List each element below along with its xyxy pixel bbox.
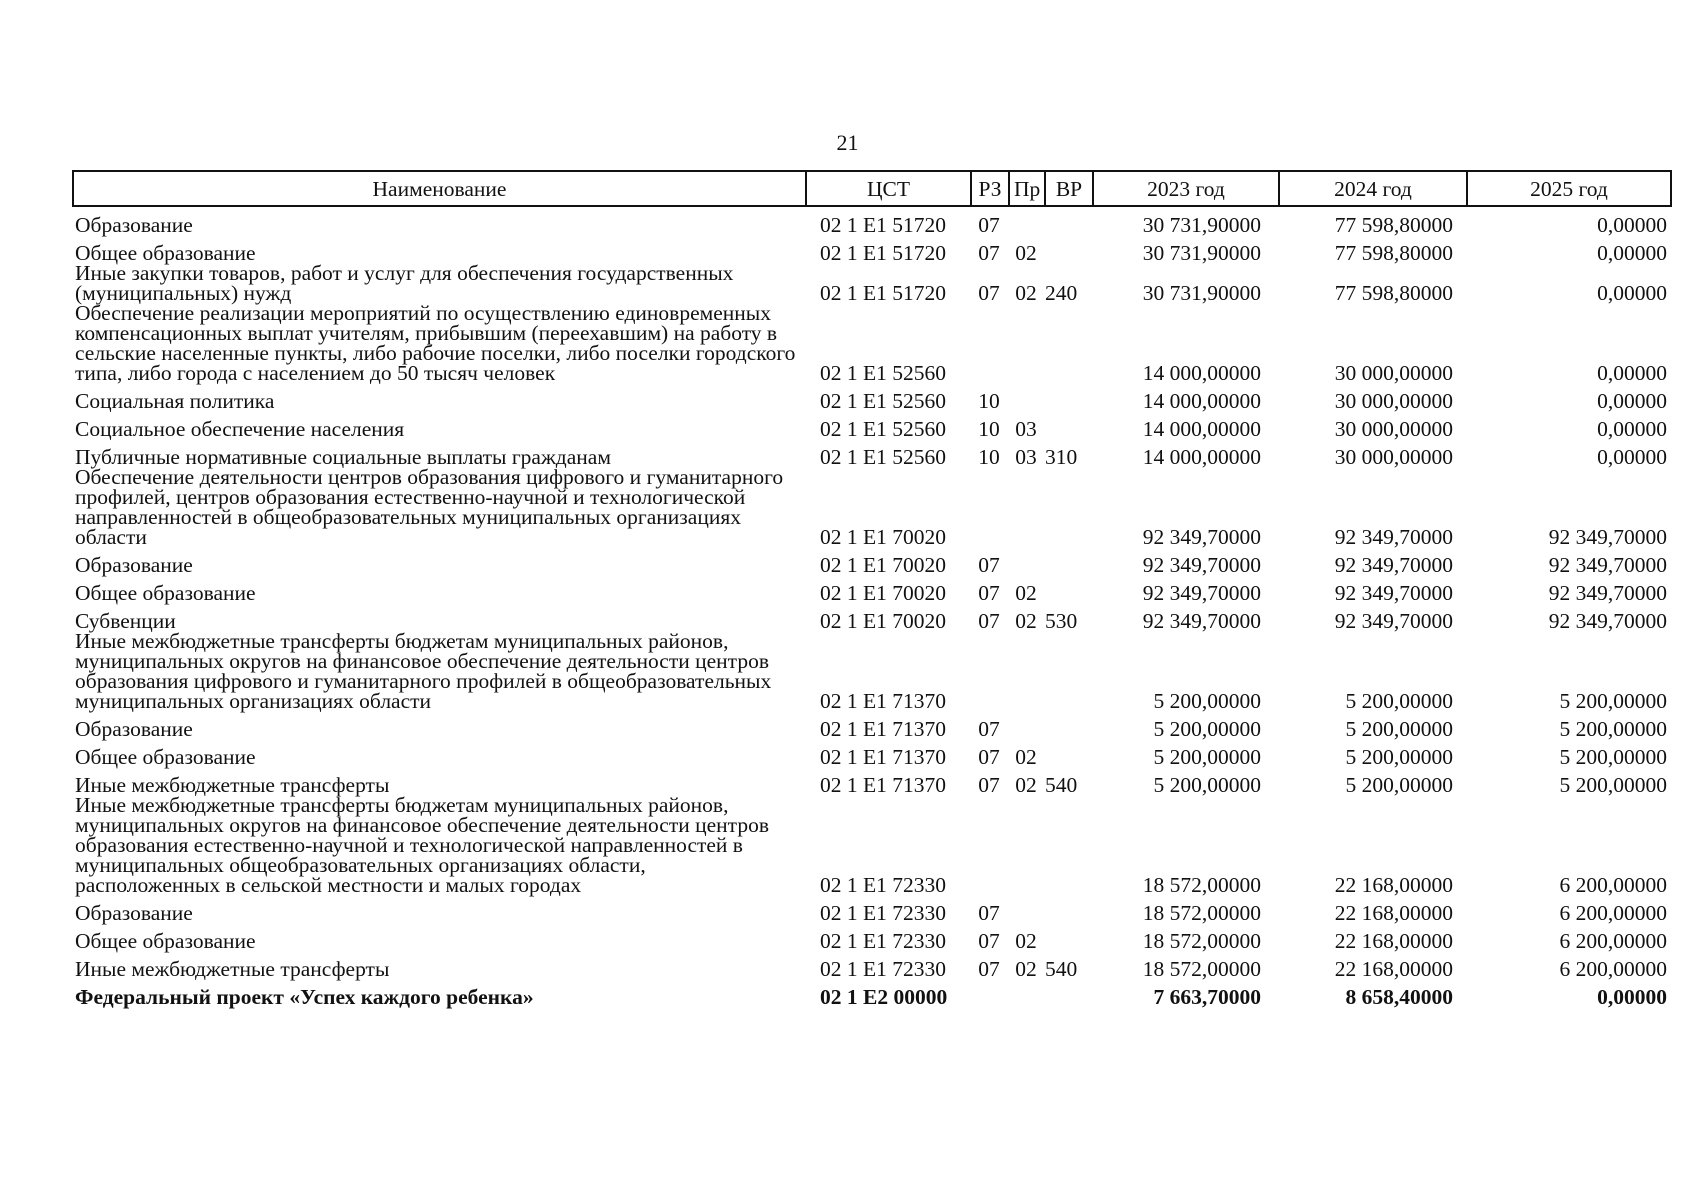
cell-2025: 6 200,00000 [1559, 873, 1667, 897]
table-row [73, 923, 1671, 951]
cell-2023: 7 663,70000 [1153, 985, 1261, 1009]
cell-vr: 240 [1045, 281, 1078, 305]
table-row [73, 795, 1671, 895]
cell-2025: 0,00000 [1597, 985, 1667, 1009]
cell-rz: 07 [978, 241, 1000, 265]
cell-2024: 30 000,00000 [1334, 417, 1453, 441]
cell-cst: 02 1 E1 52560 [820, 361, 947, 385]
cell-name: Публичные нормативные социальные выплаты гражданам [75, 445, 611, 469]
cell-pr [1009, 467, 1045, 547]
cell-rz: 07 [978, 581, 1000, 605]
cell-2024: 22 168,00000 [1334, 957, 1453, 981]
cell-rz: 07 [978, 773, 1000, 797]
cell-2024: 92 349,70000 [1334, 553, 1453, 577]
header-2024: 2024 год [1279, 171, 1467, 206]
cell-2023: 92 349,70000 [1142, 609, 1261, 633]
cell-cst: 02 1 E1 71370 [820, 717, 947, 741]
cell-rz: 07 [978, 281, 1000, 305]
cell-name: Субвенции [75, 609, 176, 633]
header-rz: РЗ [971, 171, 1009, 206]
cell-name: Социальное обеспечение населения [75, 417, 405, 441]
cell-2025: 5 200,00000 [1559, 773, 1667, 797]
cell-rz: 07 [978, 957, 1000, 981]
table-row [73, 303, 1671, 383]
cell-pr [1009, 711, 1045, 739]
cell-cst: 02 1 E1 70020 [820, 553, 947, 577]
table-row [73, 383, 1671, 411]
cell-pr: 02 [1015, 745, 1037, 769]
table-row [73, 895, 1671, 923]
cell-2024: 22 168,00000 [1334, 901, 1453, 925]
cell-pr [1009, 206, 1045, 235]
cell-2025: 5 200,00000 [1559, 689, 1667, 713]
cell-2023: 30 731,90000 [1142, 281, 1261, 305]
cell-rz: 10 [978, 445, 1000, 469]
cell-vr [1045, 795, 1093, 895]
table-row [73, 263, 1671, 303]
cell-name: Иные межбюджетные трансферты бюджетам муниципальных районов, муниципальных округов на финансовое обеспечение деятельности центров образования цифрового и гуманитарного профилей в общеобразовательных муниципальных организациях области [75, 629, 772, 713]
cell-rz: 07 [978, 745, 1000, 769]
cell-2023: 92 349,70000 [1142, 581, 1261, 605]
cell-2024: 8 658,40000 [1345, 985, 1453, 1009]
cell-rz: 10 [978, 417, 1000, 441]
cell-rz: 07 [978, 609, 1000, 633]
cell-vr: 540 [1045, 773, 1078, 797]
cell-2025: 0,00000 [1597, 389, 1667, 413]
cell-pr: 02 [1015, 929, 1037, 953]
cell-pr: 02 [1015, 957, 1037, 981]
cell-2023: 14 000,00000 [1142, 389, 1261, 413]
cell-cst: 02 1 E1 52560 [820, 389, 947, 413]
cell-pr [1009, 895, 1045, 923]
cell-2024: 30 000,00000 [1334, 361, 1453, 385]
cell-2024: 77 598,80000 [1334, 213, 1453, 237]
header-cst: ЦСТ [806, 171, 971, 206]
cell-cst: 02 1 E1 72330 [820, 929, 947, 953]
cell-2025: 92 349,70000 [1548, 581, 1667, 605]
cell-vr [1045, 303, 1093, 383]
table-row [73, 631, 1671, 711]
cell-cst: 02 1 E1 51720 [820, 281, 947, 305]
table-header-row [73, 171, 1671, 206]
cell-2023: 5 200,00000 [1153, 717, 1261, 741]
header-2025: 2025 год [1467, 171, 1671, 206]
cell-rz [971, 303, 1009, 383]
cell-vr [1045, 739, 1093, 767]
cell-2023: 14 000,00000 [1142, 445, 1261, 469]
cell-pr: 02 [1015, 581, 1037, 605]
cell-vr [1045, 547, 1093, 575]
cell-rz [971, 631, 1009, 711]
cell-vr: 530 [1045, 609, 1078, 633]
header-pr: Пр [1009, 171, 1045, 206]
cell-2023: 5 200,00000 [1153, 745, 1261, 769]
cell-2023: 5 200,00000 [1153, 773, 1261, 797]
cell-vr [1045, 206, 1093, 235]
cell-2024: 77 598,80000 [1334, 281, 1453, 305]
cell-vr [1045, 575, 1093, 603]
cell-name: Иные межбюджетные трансферты [75, 957, 390, 981]
cell-cst: 02 1 E1 72330 [820, 957, 947, 981]
cell-name: Образование [75, 717, 193, 741]
cell-cst: 02 1 E1 71370 [820, 745, 947, 769]
cell-rz: 07 [978, 929, 1000, 953]
cell-pr: 03 [1015, 417, 1037, 441]
cell-2023: 30 731,90000 [1142, 241, 1261, 265]
cell-2024: 77 598,80000 [1334, 241, 1453, 265]
cell-2025: 92 349,70000 [1548, 609, 1667, 633]
cell-2023: 18 572,00000 [1142, 929, 1261, 953]
cell-2024: 22 168,00000 [1334, 929, 1453, 953]
cell-2024: 22 168,00000 [1334, 873, 1453, 897]
cell-cst: 02 1 E1 71370 [820, 689, 947, 713]
table-row [73, 979, 1671, 1007]
cell-vr [1045, 467, 1093, 547]
table-row [73, 206, 1671, 235]
cell-2023: 14 000,00000 [1142, 417, 1261, 441]
cell-2023: 14 000,00000 [1142, 361, 1261, 385]
cell-name: Социальная политика [75, 389, 275, 413]
cell-cst: 02 1 E1 70020 [820, 581, 947, 605]
cell-pr [1009, 547, 1045, 575]
cell-pr: 02 [1015, 773, 1037, 797]
table-row [73, 767, 1671, 795]
cell-2024: 5 200,00000 [1345, 745, 1453, 769]
cell-pr [1009, 383, 1045, 411]
cell-vr [1045, 631, 1093, 711]
cell-vr [1045, 895, 1093, 923]
table-row [73, 467, 1671, 547]
cell-2025: 0,00000 [1597, 213, 1667, 237]
cell-rz: 07 [978, 213, 1000, 237]
cell-rz [971, 795, 1009, 895]
cell-vr [1045, 235, 1093, 263]
cell-cst: 02 1 E1 70020 [820, 609, 947, 633]
cell-2024: 92 349,70000 [1334, 609, 1453, 633]
cell-vr: 310 [1045, 445, 1078, 469]
cell-name: Обеспечение деятельности центров образования цифрового и гуманитарного профилей, центров образования естественно-научной и технологической направленностей в общеобразовательных муниципальных организациях области [75, 465, 784, 549]
cell-cst: 02 1 E1 71370 [820, 773, 947, 797]
cell-rz [971, 467, 1009, 547]
cell-name: Общее образование [75, 581, 256, 605]
cell-cst: 02 1 E2 00000 [820, 985, 948, 1009]
cell-2024: 30 000,00000 [1334, 389, 1453, 413]
cell-pr [1009, 303, 1045, 383]
cell-name: Обеспечение реализации мероприятий по осуществлению единовременных компенсационных выплат учителям, прибывшим (переехавшим) на работу в сельские населенные пункты, либо рабочие поселки, либо поселки городского типа, либо города с населением до 50 тысяч человек [75, 301, 796, 385]
cell-2025: 92 349,70000 [1548, 525, 1667, 549]
cell-2023: 18 572,00000 [1142, 901, 1261, 925]
table-row [73, 711, 1671, 739]
cell-name: Образование [75, 553, 193, 577]
table-row [73, 951, 1671, 979]
cell-vr: 540 [1045, 957, 1078, 981]
cell-vr [1045, 923, 1093, 951]
cell-2025: 0,00000 [1597, 417, 1667, 441]
page-number: 21 [836, 130, 859, 155]
cell-name: Общее образование [75, 241, 256, 265]
table-row [73, 547, 1671, 575]
cell-pr [1009, 631, 1045, 711]
cell-vr [1045, 411, 1093, 439]
table-body [73, 206, 1671, 1007]
cell-2025: 0,00000 [1597, 361, 1667, 385]
header-2023: 2023 год [1093, 171, 1279, 206]
cell-2025: 0,00000 [1597, 241, 1667, 265]
cell-2023: 92 349,70000 [1142, 553, 1261, 577]
cell-pr: 02 [1015, 241, 1037, 265]
cell-2024: 5 200,00000 [1345, 773, 1453, 797]
cell-pr: 02 [1015, 609, 1037, 633]
cell-vr [1045, 383, 1093, 411]
cell-name: Федеральный проект «Успех каждого ребенка» [75, 985, 534, 1009]
table-row [73, 603, 1671, 631]
cell-pr [1009, 979, 1045, 1007]
cell-rz: 10 [978, 389, 1000, 413]
budget-table [72, 170, 1672, 1007]
cell-2025: 0,00000 [1597, 281, 1667, 305]
cell-rz: 07 [978, 901, 1000, 925]
table-row [73, 411, 1671, 439]
table-row [73, 439, 1671, 467]
cell-2024: 92 349,70000 [1334, 581, 1453, 605]
cell-name: Иные закупки товаров, работ и услуг для обеспечения государственных (муниципальных) нужд [75, 261, 734, 305]
cell-2024: 5 200,00000 [1345, 717, 1453, 741]
cell-2024: 92 349,70000 [1334, 525, 1453, 549]
cell-cst: 02 1 E1 70020 [820, 525, 947, 549]
table-row [73, 235, 1671, 263]
cell-cst: 02 1 E1 52560 [820, 417, 947, 441]
cell-vr [1045, 979, 1093, 1007]
cell-2025: 6 200,00000 [1559, 929, 1667, 953]
header-vr: ВР [1045, 171, 1093, 206]
cell-cst: 02 1 E1 51720 [820, 213, 947, 237]
cell-2025: 92 349,70000 [1548, 553, 1667, 577]
cell-name: Иные межбюджетные трансферты бюджетам муниципальных районов, муниципальных округов на финансовое обеспечение деятельности центров образования естественно-научной и технологической направленностей в муниципальных общеобразовательных организациях области, расположенных в сельской местности и малых городах [75, 793, 769, 897]
cell-rz: 07 [978, 717, 1000, 741]
header-name: Наименование [73, 171, 806, 206]
cell-name: Образование [75, 213, 193, 237]
cell-2023: 5 200,00000 [1153, 689, 1261, 713]
cell-cst: 02 1 E1 72330 [820, 901, 947, 925]
table-row [73, 739, 1671, 767]
cell-pr [1009, 795, 1045, 895]
cell-2025: 0,00000 [1597, 445, 1667, 469]
cell-2023: 18 572,00000 [1142, 957, 1261, 981]
cell-rz: 07 [978, 553, 1000, 577]
cell-name: Общее образование [75, 745, 256, 769]
cell-name: Образование [75, 901, 193, 925]
cell-2025: 6 200,00000 [1559, 957, 1667, 981]
cell-cst: 02 1 E1 52560 [820, 445, 947, 469]
table-row [73, 575, 1671, 603]
cell-pr: 02 [1015, 281, 1037, 305]
cell-name: Иные межбюджетные трансферты [75, 773, 390, 797]
cell-2023: 92 349,70000 [1142, 525, 1261, 549]
cell-2023: 30 731,90000 [1142, 213, 1261, 237]
cell-2024: 30 000,00000 [1334, 445, 1453, 469]
cell-rz [971, 979, 1009, 1007]
cell-cst: 02 1 E1 51720 [820, 241, 947, 265]
cell-vr [1045, 711, 1093, 739]
cell-name: Общее образование [75, 929, 256, 953]
cell-2025: 6 200,00000 [1559, 901, 1667, 925]
cell-2023: 18 572,00000 [1142, 873, 1261, 897]
cell-cst: 02 1 E1 72330 [820, 873, 947, 897]
cell-2025: 5 200,00000 [1559, 745, 1667, 769]
cell-pr: 03 [1015, 445, 1037, 469]
cell-2024: 5 200,00000 [1345, 689, 1453, 713]
cell-2025: 5 200,00000 [1559, 717, 1667, 741]
